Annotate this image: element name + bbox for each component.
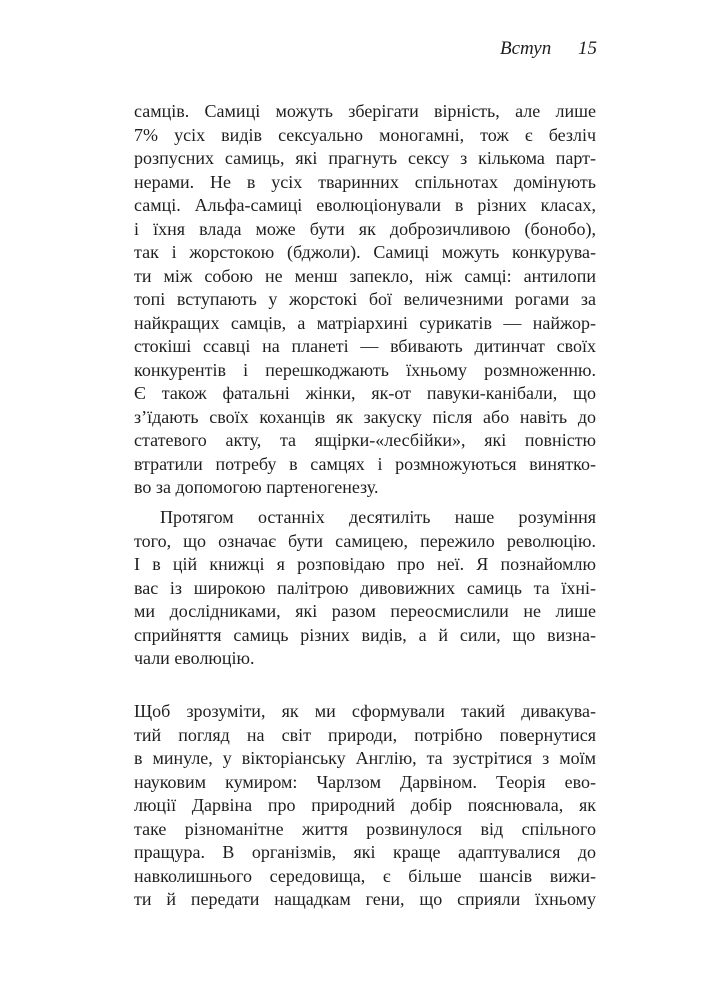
paragraph-2 xyxy=(134,506,596,671)
text-line-content: науковим кумиром: Чарлзом Дарвіном. Теорія ево- xyxy=(134,771,596,792)
text-line-content: вас із широкою палітрою дивовижних самиць та їхні- xyxy=(134,577,596,598)
text-line xyxy=(134,700,596,724)
text-line-content: пращура. В організмів, які краще адаптувалися до xyxy=(134,842,596,862)
text-line xyxy=(134,647,596,671)
text-line-content: 7% усіх видів сексуально моногамні, тож є безліч xyxy=(134,124,596,145)
text-line-content: Є також фатальні жінки, як-от павуки-канібали, що xyxy=(134,383,596,403)
text-line-content: конкурентів і перешкоджають їхньому розмноженню. xyxy=(134,359,596,380)
text-line xyxy=(134,577,596,601)
text-line xyxy=(134,288,596,312)
text-line-content: во за допомогою партеногенезу. xyxy=(134,477,379,497)
text-line xyxy=(134,359,596,383)
text-line xyxy=(134,506,596,530)
paragraph-3 xyxy=(134,700,596,912)
text-line-content: найкращих самців, а матріархині сурикатів — найжор- xyxy=(134,312,596,333)
text-line-content: таке різноманітне життя розвинулося від спільного xyxy=(134,818,596,839)
text-line-content: топі вступають у жорстокі бої величезними рогами за xyxy=(134,289,596,309)
text-line xyxy=(134,624,596,648)
text-line-content: нерами. Не в усіх тваринних спільнотах домінують xyxy=(134,171,596,192)
text-line-content: чали еволюцію. xyxy=(134,648,255,668)
text-line xyxy=(134,335,596,359)
text-line-content: навколишнього середовища, є більше шансів вижи- xyxy=(134,865,596,886)
text-line-content: Протягом останніх десятиліть наше розуміння xyxy=(160,507,596,527)
text-line xyxy=(134,382,596,406)
text-line xyxy=(134,241,596,265)
text-line xyxy=(134,600,596,624)
text-line xyxy=(134,553,596,577)
running-header xyxy=(0,38,728,62)
text-line xyxy=(134,406,596,430)
text-line xyxy=(134,530,596,554)
text-line-content: втратили потребу в самцях і розмножуються винятко- xyxy=(134,453,596,474)
text-line-content: тий погляд на світ природи, потрібно повернутися xyxy=(134,724,596,745)
text-line-content: ми дослідниками, які разом переосмислили не лише xyxy=(134,601,596,621)
text-line-content: статевого акту, та ящірки-«лесбійки», які повністю xyxy=(134,430,596,450)
text-line xyxy=(134,865,596,889)
text-line-content: так і жорстокою (бджоли). Самиці можуть конкурува- xyxy=(134,242,596,262)
text-line xyxy=(134,312,596,336)
text-line-content: розпусних самиць, які прагнуть сексу з кількома парт- xyxy=(134,148,596,168)
text-line xyxy=(134,476,596,500)
text-line xyxy=(134,171,596,195)
text-line-content: люції Дарвіна про природний добір пояснювала, як xyxy=(134,795,596,815)
text-line-content: ти між собою не менш запекло, ніж самці: антилопи xyxy=(134,265,596,286)
text-line xyxy=(134,724,596,748)
text-line xyxy=(134,100,596,124)
text-line xyxy=(134,747,596,771)
text-line-content: самці. Альфа-самиці еволюціонували в різних класах, xyxy=(134,195,596,215)
text-line xyxy=(134,453,596,477)
text-line xyxy=(134,124,596,148)
text-line-content: і їхня влада може бути як доброзичливою (бонобо), xyxy=(134,218,596,239)
text-line-content: І в цій книжці я розповідаю про неї. Я познайомлю xyxy=(134,554,596,574)
text-line xyxy=(134,888,596,912)
text-line xyxy=(134,147,596,171)
text-line xyxy=(134,818,596,842)
text-line-content: ти й передати нащадкам гени, що сприяли їхньому xyxy=(134,889,596,909)
text-line-content: Щоб зрозуміти, як ми сформували такий дивакува- xyxy=(134,701,596,721)
text-line xyxy=(134,429,596,453)
text-line xyxy=(134,194,596,218)
text-line xyxy=(134,771,596,795)
page-number: 15 xyxy=(578,38,597,59)
text-line-content: з’їдають своїх коханців як закуску після або навіть до xyxy=(134,406,596,427)
section-title: Вступ xyxy=(500,38,552,59)
text-line xyxy=(134,265,596,289)
text-line xyxy=(134,841,596,865)
text-line-content: стокіші ссавці на планеті — вбивають дитинчат своїх xyxy=(134,336,596,356)
text-line-content: сприйняття самиць різних видів, а й сили, що визна- xyxy=(134,624,596,645)
paragraph-1 xyxy=(134,100,596,500)
text-line-content: самців. Самиці можуть зберігати вірність, але лише xyxy=(134,101,596,121)
text-line xyxy=(134,218,596,242)
text-line xyxy=(134,794,596,818)
text-line-content: в минуле, у вікторіанську Англію, та зустрітися з моїм xyxy=(134,748,596,768)
text-line-content: того, що означає бути самицею, пережило революцію. xyxy=(134,530,596,551)
